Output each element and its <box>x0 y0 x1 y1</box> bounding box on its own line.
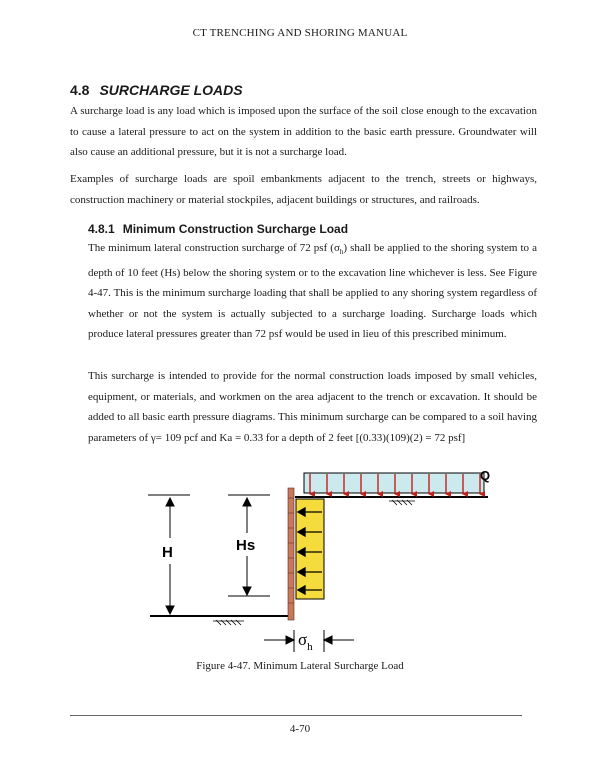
label-sigma-subscript: h <box>307 641 313 653</box>
section-number: 4.8 <box>70 82 90 98</box>
p3-text-before: The minimum lateral construction surcharge of 72 psf (σ <box>88 242 340 254</box>
surcharge-load-block <box>304 473 484 493</box>
subsection-heading <box>88 222 348 236</box>
surcharge-diagram <box>140 468 500 658</box>
label-sigma: σ <box>298 630 308 649</box>
label-q: Q <box>480 468 491 483</box>
paragraph-surcharge-examples: Examples of surcharge loads are spoil embankments adjacent to the trench, streets or highways, construction machinery or material stockpiles, adjacent buildings or structures, and railroads. <box>70 173 537 206</box>
shoring-sheet <box>288 488 294 620</box>
page-number: 4-70 <box>289 723 311 735</box>
paragraph-minimum-surcharge <box>88 238 537 345</box>
subsection-title: Minimum Construction Surcharge Load <box>122 222 349 236</box>
section-heading <box>70 82 243 98</box>
soil-hatch-top <box>389 500 415 505</box>
soil-hatch-bottom <box>213 620 244 625</box>
p3-sigma-subscript: h <box>339 248 344 257</box>
p3-text-after: ) shall be applied to the shoring system to a depth of 10 feet (Hs) below the shoring system or to the excavation line whichever is less. See Figure 4-47. This is the minimum surcharge loading that shall be applied to any shoring system regardless of whether or not the system is actually subjected to a surcharge loading. Surcharge loads which produce lateral pressures greater than 72 psf would be used in lieu of this prescribed minimum. <box>88 242 537 341</box>
paragraph-surcharge-definition: A surcharge load is any load which is imposed upon the surface of the soil close enough to the excavation to cause a lateral pressure to act on the system in addition to the basic earth pressure. Groundwater will also cause an additional pressure, but it is not a surcharge load. <box>70 105 537 158</box>
surcharge-figure <box>140 468 500 663</box>
running-header: CT TRENCHING AND SHORING MANUAL <box>192 27 408 39</box>
label-h: H <box>162 544 173 561</box>
subsection-number: 4.8.1 <box>88 222 115 236</box>
section-title: SURCHARGE LOADS <box>99 82 243 98</box>
label-sigma-h <box>298 630 313 653</box>
footer-rule <box>70 715 522 716</box>
paragraph-surcharge-intent: This surcharge is intended to provide for the normal construction loads imposed by small vehicles, equipment, or materials, and workmen on the area adjacent to the trench or excavation. It should be added to all basic earth pressure diagrams. This minimum surcharge can be compared to a soil having parameters of γ= 109 pcf and Ka = 0.33 for a depth of 2 feet [(0.33)(109)(2) = 72 psf] <box>88 370 537 444</box>
figure-caption: Figure 4-47. Minimum Lateral Surcharge Load <box>196 660 404 672</box>
label-hs: Hs <box>236 537 256 554</box>
